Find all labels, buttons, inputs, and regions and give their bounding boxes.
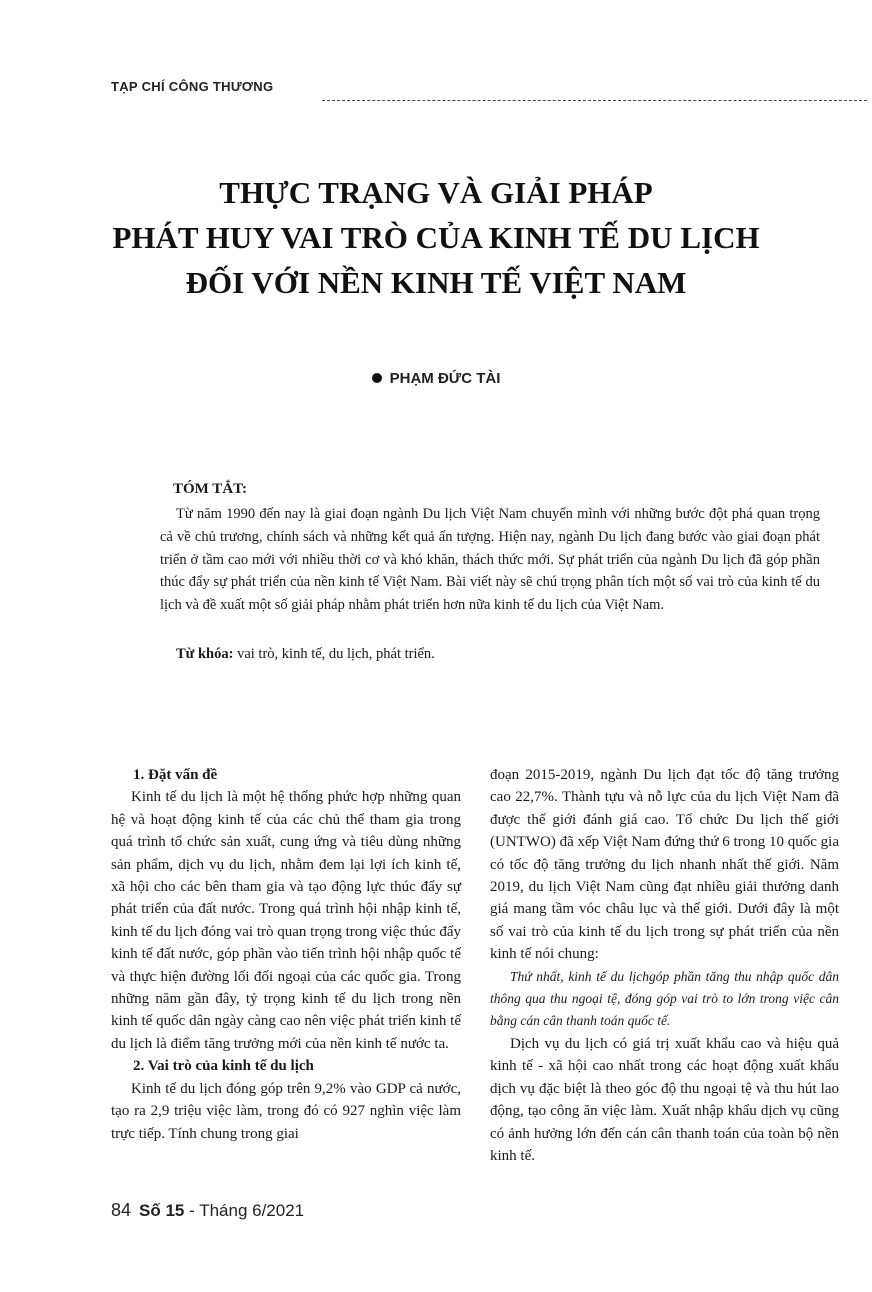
page-footer xyxy=(111,1200,304,1221)
section-2-heading: 2. Vai trò của kinh tế du lịch xyxy=(133,1058,314,1075)
author-name: PHẠM ĐỨC TÀI xyxy=(389,370,501,387)
right-italic-paragraph: Thứ nhất, kinh tế du lịchgóp phần tăng thu nhập quốc dân thông qua thu ngoại tệ, đóng góp vai trò to lớn trong việc cân bằng cán cân thanh toán quốc tế. xyxy=(490,968,839,1029)
issue-date: - Tháng 6/2021 xyxy=(184,1201,305,1220)
keywords-list: vai trò, kinh tế, du lịch, phát triển. xyxy=(233,646,435,662)
bullet-icon xyxy=(372,373,382,383)
section-2-paragraph: Kinh tế du lịch đóng góp trên 9,2% vào GDP cả nước, tạo ra 2,9 triệu việc làm, trong đó có 927 nghìn việc làm trực tiếp. Tính chung trong giai xyxy=(111,1080,461,1142)
title-line-1: THỰC TRẠNG VÀ GIẢI PHÁP xyxy=(219,175,653,210)
left-column xyxy=(111,764,461,1145)
keywords xyxy=(176,646,435,663)
right-paragraph-2: Dịch vụ du lịch có giá trị xuất khẩu cao và hiệu quả kinh tế - xã hội cao nhất trong các hoạt động xuất khẩu dịch vụ đặc biệt là theo góc độ thu ngoại tệ và thu hút lao động, tạo công ăn việc làm. Xuất nhập khẩu dịch vụ cũng có ảnh hưởng lớn đến cán cân thanh toán của toàn bộ nền kinh tế. xyxy=(490,1035,839,1164)
right-column xyxy=(490,764,839,1167)
title-line-3: ĐỐI VỚI NỀN KINH TẾ VIỆT NAM xyxy=(185,265,687,300)
keywords-label: Từ khóa: xyxy=(176,646,234,662)
article-title xyxy=(60,170,812,305)
right-paragraph-1: đoạn 2015-2019, ngành Du lịch đạt tốc độ tăng trưởng cao 22,7%. Thành tựu và nỗ lực của du lịch Việt Nam đã được thế giới đánh giá cao. Tổ chức Du lịch thế giới (UNTWO) đã xếp Việt Nam đứng thứ 6 trong 10 quốc gia có tốc độ tăng trưởng du lịch nhanh nhất thế giới. Năm 2019, du lịch Việt Nam cũng đạt nhiều giải thưởng danh giá mang tầm vóc châu lục và thế giới. Dưới đây là một số vai trò của kinh tế du lịch trong sự phát triển của nền kinh tế nói chung: xyxy=(490,767,839,963)
section-1-heading: 1. Đặt vấn đề xyxy=(133,767,218,783)
issue-number: Số 15 xyxy=(139,1201,185,1220)
abstract-heading: TÓM TẮT: xyxy=(173,481,248,497)
header-divider xyxy=(322,100,867,101)
title-line-2: PHÁT HUY VAI TRÒ CỦA KINH TẾ DU LỊCH xyxy=(112,220,760,255)
journal-name: TẠP CHÍ CÔNG THƯƠNG xyxy=(111,79,274,94)
page-number: 84 xyxy=(111,1200,132,1220)
author-line xyxy=(0,370,872,387)
section-1-paragraph: Kinh tế du lịch là một hệ thống phức hợp những quan hệ và hoạt động kinh tế của các chủ thể tham gia trong quá trình tổ chức sản xuất, cung ứng và tiêu dùng những sản phẩm, dịch vụ du lịch, nhằm đem lại lợi ích kinh tế, xã hội cho các bên tham gia và tạo động lực thúc đẩy sự phát triển của đất nước. Trong quá trình hội nhập kinh tế, kinh tế du lịch đóng vai trò quan trọng trong việc thúc đẩy kinh tế đất nước, góp phần vào tiến trình hội nhập quốc tế và thực hiện đường lối đối ngoại của các quốc gia. Trong những năm gần đây, tỷ trọng kinh tế du lịch trong nền kinh tế quốc dân ngày càng cao nên việc phát triển kinh tế du lịch là điểm tăng trưởng mới của nền kinh tế nước ta. xyxy=(111,789,461,1052)
abstract-body: Từ năm 1990 đến nay là giai đoạn ngành Du lịch Việt Nam chuyển mình với những bước đột phá quan trọng cả về chủ trương, chính sách và những kết quả ấn tượng. Hiện nay, ngành Du lịch đang bước vào giai đoạn phát triển ở tầm cao mới với nhiều thời cơ và khó khăn, thách thức mới. Sự phát triển của ngành Du lịch đã góp phần thúc đẩy sự phát triển của nền kinh tế Việt Nam. Bài viết này sẽ chú trọng phân tích một số vai trò của kinh tế du lịch và đề xuất một số giải pháp nhằm phát triển hơn nữa kinh tế du lịch của Việt Nam. xyxy=(160,506,820,614)
